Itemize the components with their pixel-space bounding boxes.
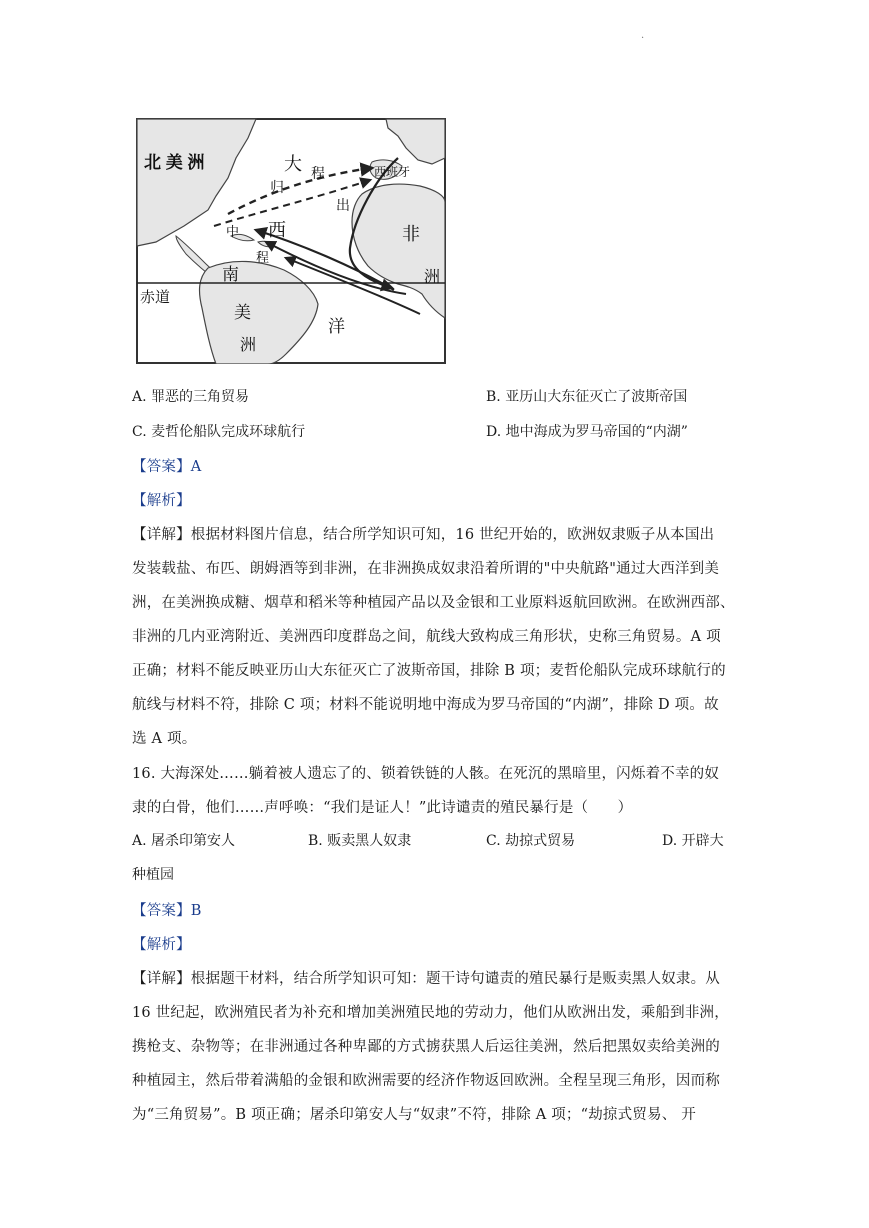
map-label-zhong: 中 (226, 224, 240, 239)
map-label-da: 大 (284, 154, 302, 174)
q15-detail-line: 正确；材料不能反映亚历山大东征灭亡了波斯帝国，排除 B 项；麦哲伦船队完成环球航行的 (132, 663, 726, 679)
q16-detail-line: 为“三角贸易”。B 项正确；屠杀印第安人与“奴隶”不符，排除 A 项；“劫掠式贸易、 开 (132, 1107, 696, 1123)
q16-answer: 【答案】B (132, 903, 202, 919)
q16-option-d: D. 开辟大 (662, 833, 724, 849)
q15-option-d: D. 地中海成为罗马帝国的“内湖” (486, 424, 688, 440)
triangular-trade-map (136, 118, 446, 364)
q16-stem-line: 16. 大海深处……躺着被人遗忘了的、锁着铁链的人骸。在死沉的黑暗里，闪烁着不幸的奴 (132, 766, 720, 782)
map-label-xi: 西 (268, 220, 286, 240)
map-label-nan: 南 (222, 265, 239, 284)
map-label-yang: 洋 (328, 317, 345, 336)
q15-detail-line: 非洲的几内亚湾附近、美洲西印度群岛之间，航线大致构成三角形状，史称三角贸易。A 项 (132, 629, 721, 645)
q15-detail-line: 【详解】根据材料图片信息，结合所学知识可知，16 世纪开始的，欧洲奴隶贩子从本国出 (132, 527, 715, 543)
q15-option-c: C. 麦哲伦船队完成环球航行 (132, 424, 306, 440)
top-mark: . (641, 30, 645, 41)
q16-detail-line: 16 世纪起，欧洲殖民者为补充和增加美洲殖民地的劳动力，他们从欧洲出发，乘船到非洲， (132, 1005, 729, 1021)
map-label-zhou-sa: 洲 (240, 337, 257, 354)
q15-detail-line: 选 A 项。 (132, 731, 197, 747)
map-label-spain: 西班牙 (374, 165, 411, 179)
map-label-zhou-africa: 洲 (424, 269, 441, 286)
q16-detail-line: 种植园主，然后带着满船的金银和欧洲需要的经济作物返回欧洲。全程呈现三角形，因而称 (132, 1073, 720, 1089)
q15-answer: 【答案】A (132, 459, 202, 475)
q16-stem-line: 隶的白骨，他们……声呼唤：“我们是证人！”此诗谴责的殖民暴行是（ ） (132, 800, 633, 816)
q16-analysis-label: 【解析】 (132, 937, 191, 953)
map-label-chu: 出 (336, 197, 350, 213)
map-label-gui: 归 (270, 179, 284, 195)
map-label-cheng1: 程 (311, 165, 325, 181)
map-label-north-america: 北 美 洲 (144, 153, 205, 172)
q16-option-b: B. 贩卖黑人奴隶 (308, 833, 412, 849)
q15-analysis-label: 【解析】 (132, 493, 191, 509)
q15-option-a: A. 罪恶的三角贸易 (132, 389, 250, 405)
map-label-equator: 赤道 (140, 289, 171, 306)
q16-option-a: A. 屠杀印第安人 (132, 833, 236, 849)
q15-detail-line: 发装载盐、布匹、朗姆酒等到非洲，在非洲换成奴隶沿着所谓的"中央航路"通过大西洋到美 (132, 561, 720, 577)
q15-detail-line: 航线与材料不符，排除 C 项；材料不能说明地中海成为罗马帝国的“内湖”，排除 D 项。故 (132, 697, 719, 713)
q16-option-d-continued: 种植园 (132, 867, 174, 883)
map-label-cheng2: 程 (256, 250, 270, 265)
q16-detail-line: 【详解】根据题干材料，结合所学知识可知：题干诗句谴责的殖民暴行是贩卖黑人奴隶。从 (132, 971, 720, 987)
q16-option-c: C. 劫掠式贸易 (486, 833, 576, 849)
q16-detail-line: 携枪支、杂物等；在非洲通过各种卑鄙的方式掳获黑人后运往美洲，然后把黑奴卖给美洲的 (132, 1039, 720, 1055)
q15-detail-line: 洲，在美洲换成糖、烟草和稻米等种植园产品以及金银和工业原料返航回欧洲。在欧洲西部、 (132, 595, 735, 611)
q15-option-b: B. 亚历山大东征灭亡了波斯帝国 (486, 389, 688, 405)
map-label-fei: 非 (402, 224, 420, 244)
map-label-mei: 美 (234, 303, 251, 322)
